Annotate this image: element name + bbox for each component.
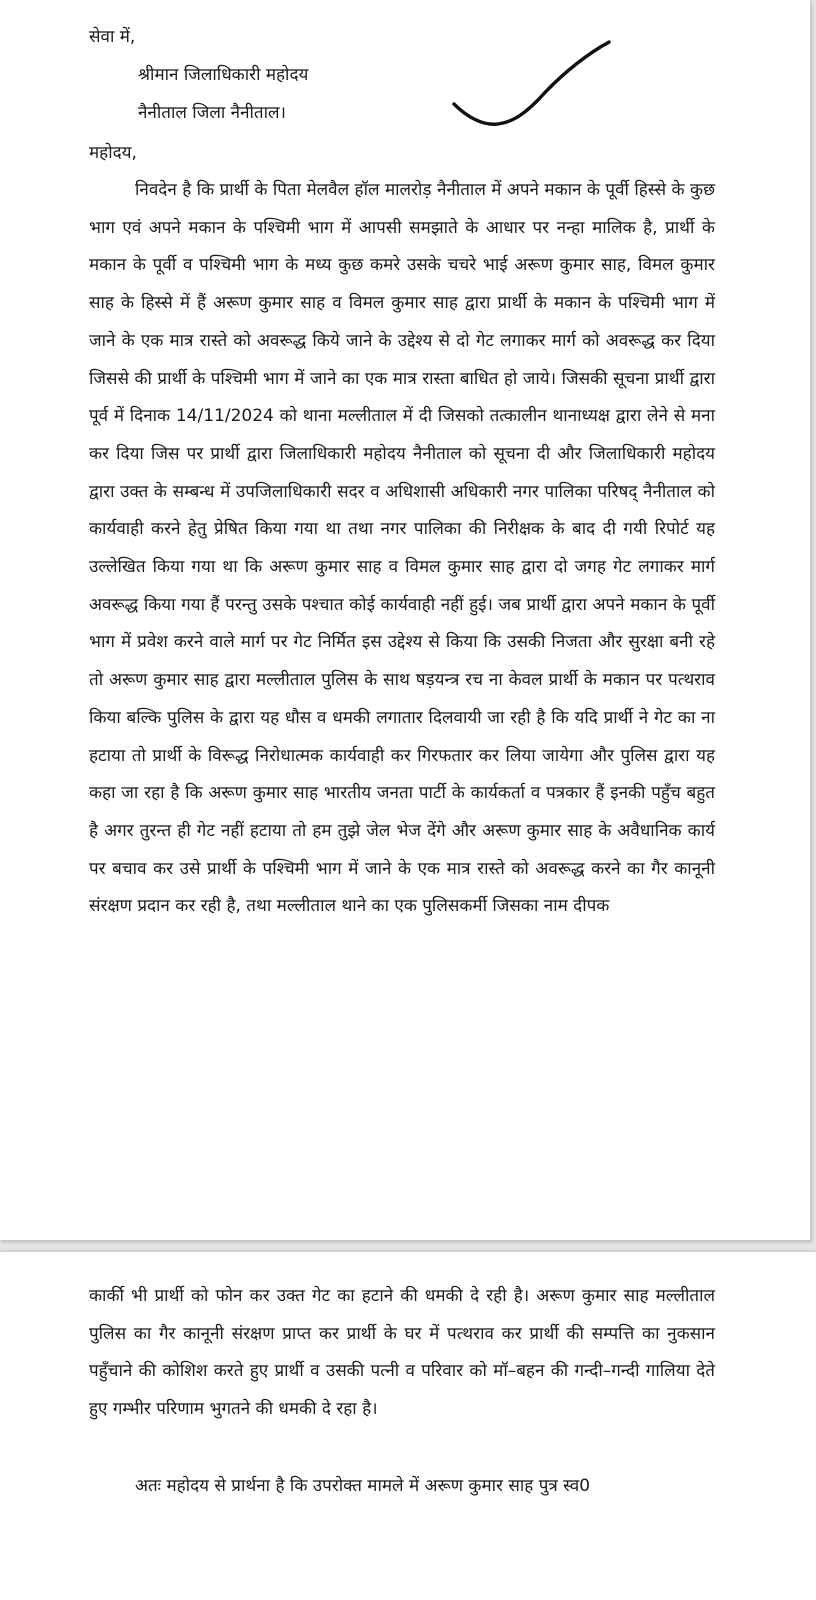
body-paragraph-continued: कार्की भी प्रार्थी को फोन कर उक्त गेट का हटाने की धमकी दे रही है। अरूण कुमार साह मल्लीताल पुलिस का गैर कानूनी संरक्षण प्राप्त कर प्रार्थी के घर में पत्थराव कर प्रार्थी की सम्पत्ति का नुकसान पहुँचाने की कोशिश करते हुए प्रार्थी व उसकी पत्नी व परिवार को मॉ–बहन की गन्दी–गन्दी गालिया देते हुए गम्भीर परिणाम भुगतने की धमकी दे रहा है। <box>89 1286 715 1420</box>
salutation: सेवा में, <box>89 27 136 47</box>
greeting: महोदय, <box>89 143 137 163</box>
handwritten-signature <box>452 38 622 138</box>
request-paragraph: अतः महोदय से प्रार्थना है कि उपरोक्त मामले में अरूण कुमार साह पुत्र स्व0 <box>135 1476 591 1496</box>
body-paragraph: निवदेन है कि प्रार्थी के पिता मेलवैल हॉल मालरोड़ नैनीताल में अपने मकान के पूर्वी हिस्से के कुछ भाग एवं अपने मकान के पश्चिमी भाग में आपसी समझाते के आधार पर नन्हा मालिक है, प्रार्थी के मकान के पूर्वी व पश्चिमी भाग के मध्य कुछ कमरे उसके चचरे भाई अरूण कुमार साह, विमल कुमार साह के हिस्से में हैं अरूण कुमार साह व विमल कुमार साह द्वारा प्रार्थी के मकान के पश्चिमी भाग में जाने के एक मात्र रास्ते को अवरूद्ध किये जाने के उद्देश्य से दो गेट लगाकर मार्ग को अवरूद्ध कर दिया जिससे की प्रार्थी के पश्चिमी भाग में जाने का एक मात्र रास्ता बाधित हो जाये। जिसकी सूचना प्रार्थी द्वारा पूर्व में दिनाक 14/11/2024 को थाना मल्लीताल में दी जिसको तत्कालीन थानाध्यक्ष द्वारा लेने से मना कर दिया जिस पर प्रार्थी द्वारा जिलाधिकारी महोदय नैनीताल को सूचना दी और जिलाधिकारी महोदय द्वारा उक्त के सम्बन्ध में उपजिलाधिकारी सदर व अधिशासी अधिकारी नगर पालिका परिषद् नैनीताल को कार्यवाही करने हेतु प्रेषित किया गया था तथा नगर पालिका की निरीक्षक के बाद दी गयी रिपोर्ट यह उल्लेखित किया गया था कि अरूण कुमार साह व विमल कुमार साह द्वारा दो जगह गेट लगाकर मार्ग अवरूद्ध किया गया हैं परन्तु उसके पश्चात कोई कार्यवाही नहीं हुई। जब प्रार्थी द्वारा अपने मकान के पूर्वी भाग में प्रवेश करने वाले मार्ग पर गेट निर्मित इस उद्देश्य से किया कि उसकी निजता और सुरक्षा बनी रहे तो अरूण कुमार साह द्वारा मल्लीताल पुलिस के साथ षड़यन्त्र रच ना केवल प्रार्थी के मकान पर पत्थराव किया बल्कि पुलिस के द्वारा यह धौस व धमकी लगातार दिलवायी जा रही है कि यदि प्रार्थी ने गेट का ना हटाया तो प्रार्थी के विरूद्ध निरोधात्मक कार्यवाही कर गिरफतार कर लिया जायेगा और पुलिस द्वारा यह कहा जा रहा है कि अरूण कुमार साह भारतीय जनता पार्टी के कार्यकर्ता व पत्रकार हैं इनकी पहुँच बहुत है अगर तुरन्त ही गेट नहीं हटाया तो हम तुझे जेल भेज देंगे और अरूण कुमार साह के अवैधानिक कार्य पर बचाव कर उसे प्रार्थी के पश्चिमी भाग में जाने के एक मात्र रास्ते को अवरूद्ध करने का गैर कानूनी संरक्षण प्रदान कर रही है, तथा मल्लीताल थाने का एक पुलिसकर्मी जिसका नाम दीपक <box>89 180 715 917</box>
recipient-title: श्रीमान जिलाधिकारी महोदय <box>138 65 309 85</box>
recipient-location: नैनीताल जिला नैनीताल। <box>138 103 286 123</box>
letter-page-2 <box>0 1252 816 1600</box>
